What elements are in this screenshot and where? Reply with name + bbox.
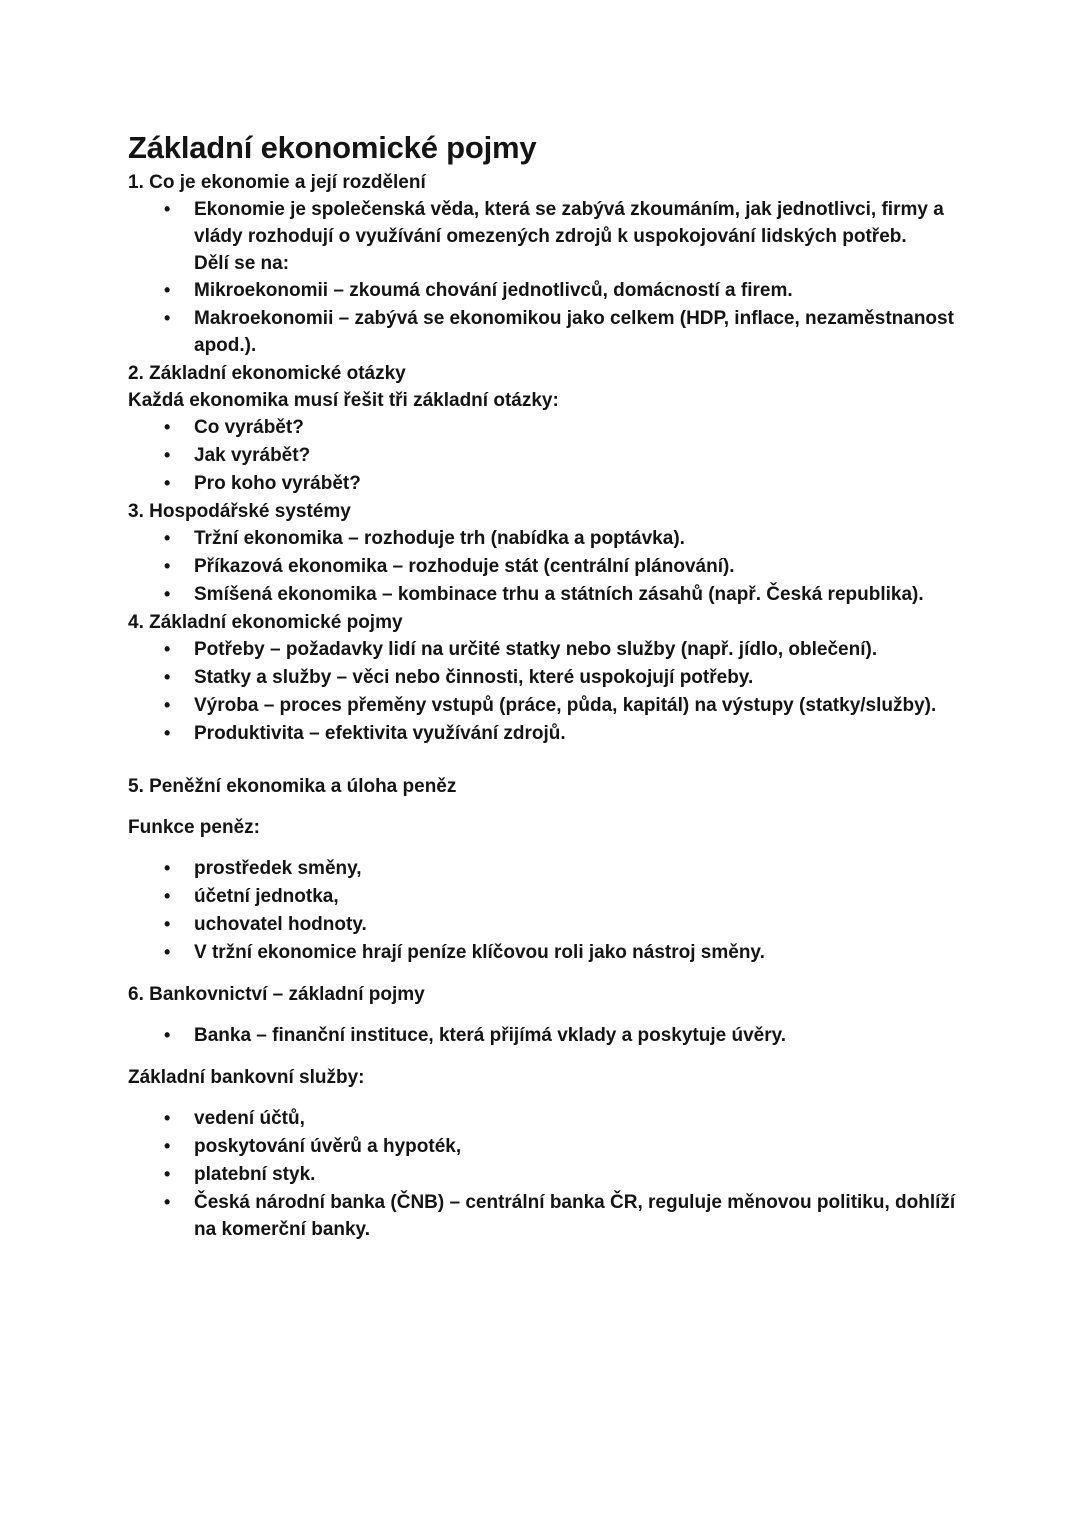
bullet-icon: • — [164, 473, 171, 493]
bullet-icon: • — [164, 417, 171, 437]
list-item — [128, 855, 958, 882]
section-5-list — [128, 855, 958, 966]
bullet-icon: • — [164, 639, 171, 659]
section-2-list — [128, 414, 958, 497]
list-item — [128, 553, 958, 580]
bullet-icon: • — [164, 886, 171, 906]
section-6-heading: 6. Bankovnictví – základní pojmy — [128, 984, 425, 1005]
list-item — [128, 1022, 958, 1049]
list-item — [128, 414, 958, 441]
bullet-icon: • — [164, 858, 171, 878]
bullet-icon: • — [164, 942, 171, 962]
list-item-text: Tržní ekonomika – rozhoduje trh (nabídka a poptávka). — [194, 528, 685, 549]
section-6-intro: Základní bankovní služby: — [128, 1067, 365, 1088]
bullet-icon: • — [164, 695, 171, 715]
list-item-text: platební styk. — [194, 1164, 316, 1185]
section-5-intro: Funkce peněz: — [128, 817, 260, 838]
section-3-heading: 3. Hospodářské systémy — [128, 501, 351, 522]
list-item-text: Česká národní banka (ČNB) – centrální banka ČR, reguluje měnovou politiku, dohlíží na komerční banky. — [194, 1192, 956, 1240]
section-4-list — [128, 636, 958, 747]
section-2-intro: Každá ekonomika musí řešit tři základní otázky: — [128, 390, 559, 411]
list-item — [128, 1133, 958, 1160]
list-item-text: vedení účtů, — [194, 1108, 305, 1129]
list-item-text: Makroekonomii – zabývá se ekonomikou jako celkem (HDP, inflace, nezaměstnanost apod.). — [194, 308, 954, 356]
list-item-text: Pro koho vyrábět? — [194, 473, 361, 494]
bullet-icon: • — [164, 1136, 171, 1156]
section-6-services-list — [128, 1105, 958, 1243]
list-item — [128, 664, 958, 691]
list-item — [128, 470, 958, 497]
list-continuation-text: Dělí se na: — [194, 253, 290, 274]
list-item-text: Potřeby – požadavky lidí na určité statky nebo služby (např. jídlo, oblečení). — [194, 639, 878, 660]
list-item — [128, 581, 958, 608]
bullet-icon: • — [164, 667, 171, 687]
list-item-text: Jak vyrábět? — [194, 445, 311, 466]
document-page — [128, 128, 958, 1244]
bullet-icon: • — [164, 308, 171, 328]
section-6-list — [128, 1022, 958, 1049]
list-item-text: Produktivita – efektivita využívání zdrojů. — [194, 723, 566, 744]
section-1-list — [128, 196, 958, 250]
list-item — [128, 692, 958, 719]
list-item-text: Mikroekonomii – zkoumá chování jednotlivců, domácností a firem. — [194, 280, 793, 301]
list-item-text: prostředek směny, — [194, 858, 362, 879]
list-item — [128, 720, 958, 747]
list-item — [128, 636, 958, 663]
list-item — [128, 196, 958, 250]
bullet-icon: • — [164, 1108, 171, 1128]
list-item — [128, 442, 958, 469]
list-item — [128, 939, 958, 966]
bullet-icon: • — [164, 528, 171, 548]
list-item — [128, 1189, 958, 1243]
bullet-icon: • — [164, 914, 171, 934]
list-item — [128, 911, 958, 938]
bullet-icon: • — [164, 445, 171, 465]
bullet-icon: • — [164, 584, 171, 604]
list-item — [128, 305, 958, 359]
bullet-icon: • — [164, 1164, 171, 1184]
list-item-text: Banka – finanční instituce, která přijímá vklady a poskytuje úvěry. — [194, 1025, 787, 1046]
section-1-sublist — [128, 277, 958, 359]
bullet-icon: • — [164, 1025, 171, 1045]
section-1-heading: 1. Co je ekonomie a její rozdělení — [128, 172, 426, 193]
bullet-icon: • — [164, 199, 171, 219]
list-item-text: Co vyrábět? — [194, 417, 304, 438]
list-item-text: Smíšená ekonomika – kombinace trhu a státních zásahů (např. Česká republika). — [194, 584, 924, 605]
bullet-icon: • — [164, 280, 171, 300]
list-item-text: Výroba – proces přeměny vstupů (práce, půda, kapitál) na výstupy (statky/služby). — [194, 695, 937, 716]
list-item-text: Příkazová ekonomika – rozhoduje stát (centrální plánování). — [194, 556, 735, 577]
section-5-heading: 5. Peněžní ekonomika a úloha peněz — [128, 776, 457, 797]
list-item-text: poskytování úvěrů a hypoték, — [194, 1136, 462, 1157]
list-item — [128, 1161, 958, 1188]
section-3-list — [128, 525, 958, 608]
bullet-icon: • — [164, 1192, 171, 1212]
section-4-heading: 4. Základní ekonomické pojmy — [128, 612, 403, 633]
list-item — [128, 277, 958, 304]
list-item-text: Ekonomie je společenská věda, která se zabývá zkoumáním, jak jednotlivci, firmy a vlády rozhodují o využívání omezených zdrojů k uspokojování lidských potřeb. — [194, 199, 944, 247]
list-item-text: uchovatel hodnoty. — [194, 914, 367, 935]
bullet-icon: • — [164, 723, 171, 743]
list-item-text: Statky a služby – věci nebo činnosti, které uspokojují potřeby. — [194, 667, 754, 688]
page-title: Základní ekonomické pojmy — [128, 130, 537, 165]
section-2-heading: 2. Základní ekonomické otázky — [128, 363, 406, 384]
bullet-icon: • — [164, 556, 171, 576]
list-item — [128, 1105, 958, 1132]
list-item-text: V tržní ekonomice hrají peníze klíčovou roli jako nástroj směny. — [194, 942, 765, 963]
list-item — [128, 883, 958, 910]
list-item-text: účetní jednotka, — [194, 886, 339, 907]
list-item — [128, 525, 958, 552]
